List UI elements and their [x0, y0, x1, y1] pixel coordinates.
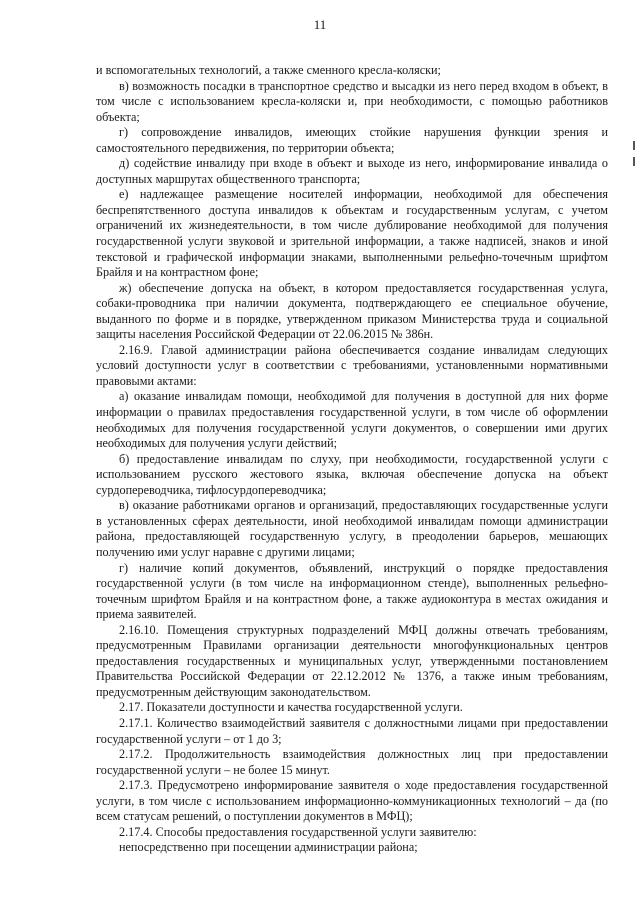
paragraph: 2.17.1. Количество взаимодействий заявителя с должностными лицами при предоставлении государственной услуги – от 1 до 3;	[96, 715, 608, 746]
paragraph: б) предоставление инвалидам по слуху, при необходимости, государственной услуги с использованием русского жестового языка, включая обеспечение допуска на объект сурдопереводчика, тифлосурдопереводчика;	[96, 451, 608, 497]
paragraph: 2.17.2. Продолжительность взаимодействия должностных лиц при предоставлении государственной услуги – не более 15 минут.	[96, 747, 608, 777]
paragraph: 2.16.10. Помещения структурных подразделений МФЦ должны отвечать требованиям, предусмотренным Правилами организации деятельности многофункциональных центров предоставления государственных и муниципальных услуг, утвержденными постановлением Правительства Российской Федерации от 22.12.2012 № 1376, а также иным требованиям, предусмотренным действующим законодательством.	[96, 622, 608, 699]
paragraph: г) сопровождение инвалидов, имеющих стойкие нарушения функции зрения и самостоятельного передвижения, по территории объекта;	[96, 125, 608, 155]
paragraph: 2.17.3. Предусмотрено информирование заявителя о ходе предоставления государственной услуги, в том числе с использованием информационно-коммуникационных технологий – да (по всем статусам решений, о поступлении документов в МФЦ);	[96, 778, 608, 824]
paragraph: д) содействие инвалиду при входе в объект и выходе из него, информирование инвалида о доступных маршрутах общественного транспорта;	[96, 156, 608, 186]
paragraph: ж) обеспечение допуска на объект, в котором предоставляется государственная услуга, собаки-проводника при наличии документа, подтверждающего ее специальное обучение, выданного по форме и в порядке, утвержденном приказом Министерства труда и социальной защиты населения Российской Федерации от 22.06.2015 № 386н.	[96, 280, 608, 342]
paragraph: а) оказание инвалидам помощи, необходимой для получения в доступной для них форме информации о правилах предоставления государственной услуги, в том числе об оформлении необходимых для получения государственной услуги документов, о совершении ими других необходимых для получения услуги действий;	[96, 389, 608, 451]
scan-edge-mark	[633, 141, 635, 150]
paragraph: и вспомогательных технологий, а также сменного кресла-коляски;	[96, 63, 441, 77]
paragraph: 2.17. Показатели доступности и качества государственной услуги.	[119, 700, 463, 715]
paragraph: г) наличие копий документов, объявлений, инструкций о порядке предоставления государственной услуги (в том числе на информационном стенде), выполненных рельефно-точечным шрифтом Брайля и на контрастном фоне, а также аудиоконтура в местах ожидания и приема заявителей.	[96, 560, 608, 622]
body-text	[96, 63, 608, 856]
paragraph: 2.16.9. Главой администрации района обеспечивается создание инвалидам следующих условий доступности услуг в соответствии с требованиями, установленными нормативными правовыми актами:	[96, 342, 608, 388]
paragraph: 2.17.4. Способы предоставления государственной услуги заявителю:	[119, 824, 477, 839]
paragraph: в) оказание работниками органов и организаций, предоставляющих государственные услуги в установленных сферах деятельности, иной необходимой инвалидам помощи администрации района, предоставляющей государственную услугу, в преодолении барьеров, мешающих получению ими услуг наравне с другими лицами;	[96, 498, 608, 559]
paragraph: е) надлежащее размещение носителей информации, необходимой для обеспечения беспрепятственного доступа инвалидов к объектам и государственным услугам, с учетом ограничений их жизнедеятельности, в том числе дублирование необходимой для получения государственной услуги звуковой и зрительной информации, а также надписей, знаков и иной текстовой и графической информации знаками, выполненными рельефно-точечным шрифтом Брайля и на контрастном фоне;	[96, 187, 608, 280]
paragraph: непосредственно при посещении администрации района;	[119, 840, 418, 855]
scan-edge-mark	[633, 157, 635, 166]
page-number: 11	[313, 17, 327, 32]
paragraph: в) возможность посадки в транспортное средство и высадки из него перед входом в объект, в том числе с использованием кресла-коляски и, при необходимости, с помощью работников объекта;	[96, 78, 608, 124]
